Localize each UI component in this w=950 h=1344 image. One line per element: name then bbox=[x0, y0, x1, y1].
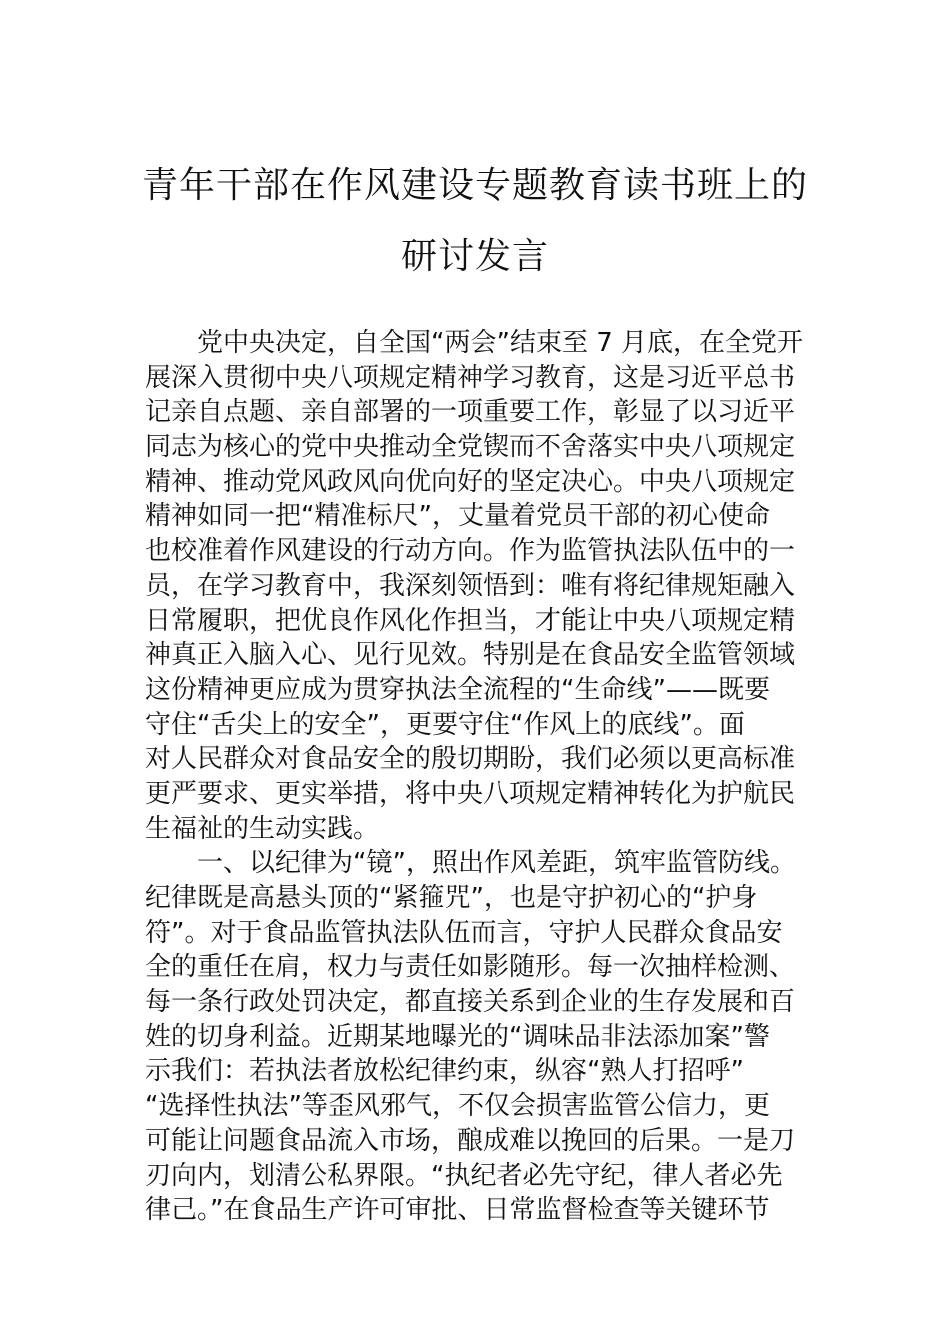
body-text-line: 生福祉的生动实践。 bbox=[145, 813, 380, 844]
body-text-line: 展深入贯彻中央八项规定精神学习教育，这是习近平总书 bbox=[145, 362, 796, 393]
body-text-line: 全的重任在肩，权力与责任如影随形。每一次抽样检测、 bbox=[145, 952, 796, 983]
document-title-line-1: 青年干部在作风建设专题教育读书班上的 bbox=[141, 165, 808, 206]
body-text-line: 示我们：若执法者放松纪律约束，纵容“熟人打招呼” bbox=[145, 1056, 744, 1087]
body-text-line: “选择性执法”等歪风邪气，不仅会损害监管公信力，更 bbox=[145, 1091, 770, 1122]
body-text-line: 精神如同一把“精准标尺”，丈量着党员干部的初心使命 bbox=[145, 501, 770, 532]
body-text-line: 更严要求、更实举措，将中央八项规定精神转化为护航民 bbox=[145, 778, 796, 809]
body-text-line: 符”。对于食品监管执法队伍而言，守护人民群众食品安 bbox=[145, 917, 783, 948]
body-text-line: 这份精神更应成为贯穿执法全流程的“生命线”——既要 bbox=[145, 674, 770, 705]
body-text-line: 可能让问题食品流入市场，酿成难以挽回的后果。一是刀 bbox=[145, 1125, 796, 1156]
body-text-line: 日常履职，把优良作风化作担当，才能让中央八项规定精 bbox=[145, 605, 796, 636]
body-text-line: 员，在学习教育中，我深刻领悟到：唯有将纪律规矩融入 bbox=[145, 570, 796, 601]
body-text-line: 对人民群众对食品安全的殷切期盼，我们必须以更高标准 bbox=[145, 744, 796, 775]
body-text-line: 精神、推动党风政风向优向好的坚定决心。中央八项规定 bbox=[145, 466, 796, 497]
body-text-line: 刃向内，划清公私界限。“执纪者必先守纪，律人者必先 bbox=[145, 1160, 783, 1191]
document-body bbox=[145, 326, 810, 1228]
body-text-line: 神真正入脑入心、见行见效。特别是在食品安全监管领域 bbox=[145, 640, 796, 671]
body-text-line: 守住“舌尖上的安全”，更要守住“作风上的底线”。面 bbox=[145, 709, 745, 740]
body-text-line: 姓的切身利益。近期某地曝光的“调味品非法添加案”警 bbox=[145, 1021, 770, 1052]
body-text-line: 同志为核心的党中央推动全党锲而不舍落实中央八项规定 bbox=[145, 432, 796, 463]
body-text-line: 一、以纪律为“镜”，照出作风差距，筑牢监管防线。 bbox=[197, 848, 796, 879]
body-text-line: 纪律既是高悬头顶的“紧箍咒”，也是守护初心的“护身 bbox=[145, 883, 758, 913]
body-text-line: 律己。”在食品生产许可审批、日常监督检查等关键环节 bbox=[145, 1195, 770, 1226]
document-title-line-2: 研讨发言 bbox=[400, 236, 549, 277]
body-text-line: 党中央决定，自全国“两会”结束至 7 月底，在全党开 bbox=[197, 328, 804, 358]
body-text-line: 也校准着作风建设的行动方向。作为监管执法队伍中的一 bbox=[145, 536, 796, 567]
body-text-line: 每一条行政处罚决定，都直接关系到企业的生存发展和百 bbox=[145, 987, 796, 1018]
body-text-line: 记亲自点题、亲自部署的一项重要工作，彰显了以习近平 bbox=[145, 397, 796, 428]
